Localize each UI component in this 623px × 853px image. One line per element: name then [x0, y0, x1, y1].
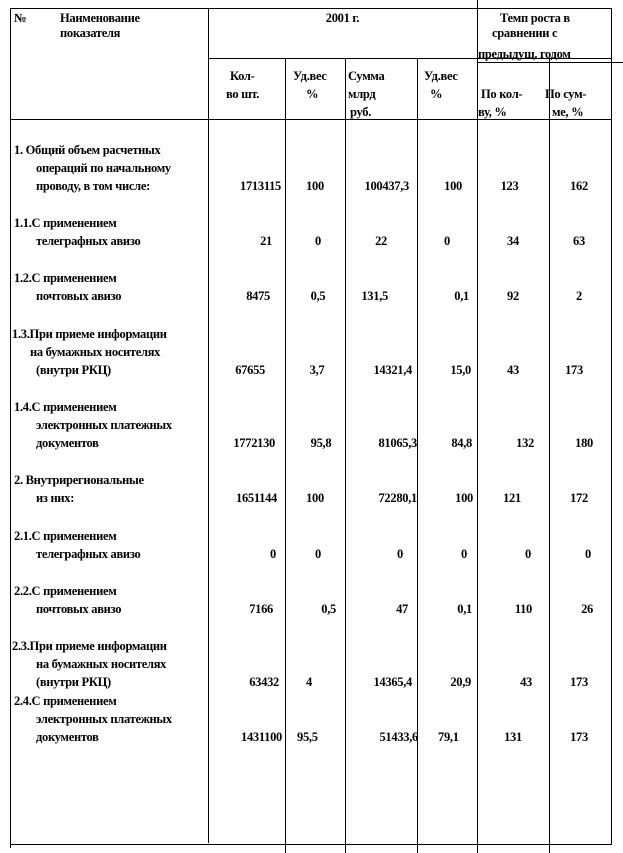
row-1-share2: 100 — [444, 179, 462, 193]
row-1-4-qty: 1772130 — [233, 436, 275, 450]
row-2-2-share2: 0,1 — [457, 602, 472, 616]
row-1-1-label-line2: телеграфных авизо — [36, 234, 141, 248]
row-1-2-growth-qty: 92 — [507, 289, 519, 303]
row-2-3-label-line2: на бумажных носителях — [36, 657, 167, 671]
header-name-line2: показателя — [60, 26, 121, 40]
row-1-growth-qty: 123 — [500, 179, 519, 193]
row-1-2-label-line2: почтовых авизо — [36, 289, 122, 303]
row-1-3-label-line2: на бумажных носителях — [30, 345, 161, 359]
header-growth-line3: предыдущ. годом — [478, 47, 571, 61]
row-1-2-growth-sum: 2 — [576, 289, 582, 303]
row-2-3-sum: 14365,4 — [373, 675, 412, 689]
header-top-border — [10, 8, 612, 9]
row-2-share2: 100 — [455, 491, 473, 505]
row-2-3-share2: 20,9 — [450, 675, 471, 689]
column-divider-qty — [285, 58, 286, 853]
row-1-2-share2: 0,1 — [454, 289, 469, 303]
header-sum-line1: Сумма — [348, 69, 385, 83]
row-1-3-share1: 3,7 — [309, 363, 325, 377]
header-growth-line2: сравнении с — [492, 26, 558, 40]
row-1-2-qty: 8475 — [246, 289, 270, 303]
row-1-3-label-line3: (внутри РКЦ) — [36, 363, 111, 377]
header-byqty-line2: ву, % — [478, 105, 507, 119]
header-sum-line2: млрд — [348, 87, 376, 101]
header-share2-line1: Уд.вес — [424, 69, 458, 83]
row-1-share1: 100 — [306, 179, 324, 193]
row-1-qty: 1713115 — [240, 179, 281, 193]
row-1-2-share1: 0,5 — [310, 289, 326, 303]
row-2-3-qty: 63432 — [249, 675, 279, 689]
row-2-2-label-line1: 2.2.С применением — [14, 584, 117, 598]
row-1-1-label-line1: 1.1.С применением — [14, 216, 117, 230]
row-1-4-label-line3: документов — [36, 436, 99, 450]
subheader-border-extension — [477, 62, 623, 63]
row-1-2-label-line1: 1.2.С применением — [14, 271, 117, 285]
row-2-2-sum: 47 — [396, 602, 408, 616]
row-1-label-line2: операций по начальному — [36, 161, 171, 175]
row-2-2-qty: 7166 — [249, 602, 273, 616]
row-2-sum: 72280,1 — [378, 491, 417, 505]
row-1-3-growth-qty: 43 — [507, 363, 519, 377]
row-2-1-growth-sum: 0 — [585, 547, 591, 561]
table-bottom-border — [10, 844, 612, 845]
row-1-1-share1: 0 — [315, 234, 321, 248]
header-name-line1: Наименование — [60, 11, 140, 25]
row-1-3-share2: 15,0 — [450, 363, 471, 377]
header-qty-line1: Кол- — [230, 69, 255, 83]
row-2-4-label-line1: 2.4.С применением — [14, 694, 117, 708]
column-divider-growth — [477, 0, 478, 853]
header-share1-line1: Уд.вес — [293, 69, 327, 83]
row-2-3-share1: 4 — [306, 675, 312, 689]
row-1-3-qty: 67655 — [235, 363, 265, 377]
row-1-3-sum: 14321,4 — [373, 363, 412, 377]
row-1-growth-sum: 162 — [570, 179, 588, 193]
header-growth-line1: Темп роста в — [500, 11, 570, 25]
row-2-3-growth-sum: 173 — [570, 675, 588, 689]
row-2-1-label-line1: 2.1.С применением — [14, 529, 117, 543]
row-2-2-label-line2: почтовых авизо — [36, 602, 122, 616]
header-share1-line2: % — [306, 87, 319, 101]
row-1-2-sum: 131,5 — [361, 289, 388, 303]
header-qty-line2: во шт. — [226, 87, 260, 101]
table-border-right — [611, 8, 612, 844]
row-2-4-sum: 51433,6 — [379, 730, 418, 744]
row-2-4-growth-sum: 173 — [570, 730, 588, 744]
header-share2-line2: % — [430, 87, 443, 101]
row-2-4-label-line2: электронных платежных — [36, 712, 172, 726]
row-2-1-share1: 0 — [315, 547, 321, 561]
header-bysum-line1: По сум- — [545, 87, 587, 101]
row-2-1-qty: 0 — [270, 547, 276, 561]
row-2-2-growth-qty: 110 — [514, 602, 532, 616]
row-1-4-growth-qty: 132 — [516, 436, 534, 450]
row-2-3-label-line1: 2.3.При приеме информации — [12, 639, 167, 653]
row-2-1-growth-qty: 0 — [525, 547, 531, 561]
row-2-4-label-line3: документов — [36, 730, 99, 744]
row-1-4-label-line1: 1.4.С применением — [14, 400, 117, 414]
row-1-1-growth-sum: 63 — [573, 234, 585, 248]
row-2-label-line1: 2. Внутрирегиональные — [14, 473, 144, 487]
header-number: № — [14, 11, 27, 25]
header-year: 2001 г. — [325, 11, 360, 25]
header-bottom-border — [10, 119, 612, 120]
row-2-3-label-line3: (внутри РКЦ) — [36, 675, 111, 689]
header-sum-line3: руб. — [350, 105, 372, 119]
row-1-4-share2: 84,8 — [451, 436, 472, 450]
row-1-4-growth-sum: 180 — [575, 436, 593, 450]
row-1-3-growth-sum: 173 — [565, 363, 583, 377]
row-2-4-share2: 79,1 — [438, 730, 459, 744]
row-2-growth-qty: 121 — [503, 491, 521, 505]
column-divider-year — [208, 8, 209, 843]
row-2-label-line2: из них: — [36, 491, 75, 505]
row-1-1-share2: 0 — [444, 234, 450, 248]
header-bysum-line2: ме, % — [552, 105, 584, 119]
table-border-left — [10, 8, 11, 848]
row-1-4-share1: 95,8 — [310, 436, 332, 450]
row-2-2-share1: 0,5 — [321, 602, 336, 616]
row-1-3-label-line1: 1.3.При приеме информации — [12, 327, 167, 341]
row-2-4-share1: 95,5 — [297, 730, 318, 744]
row-1-label-line3: проводу, в том числе: — [36, 179, 150, 193]
row-2-qty: 1651144 — [236, 491, 277, 505]
row-1-1-growth-qty: 34 — [507, 234, 519, 248]
row-1-1-qty: 21 — [260, 234, 272, 248]
row-2-4-qty: 1431100 — [241, 730, 282, 744]
row-2-1-share2: 0 — [461, 547, 467, 561]
row-1-1-sum: 22 — [375, 234, 387, 248]
row-2-1-label-line2: телеграфных авизо — [36, 547, 141, 561]
row-2-4-growth-qty: 131 — [504, 730, 522, 744]
row-1-4-sum: 81065,3 — [378, 436, 417, 450]
row-2-3-growth-qty: 43 — [520, 675, 532, 689]
row-2-1-sum: 0 — [397, 547, 403, 561]
header-byqty-line1: По кол- — [481, 87, 523, 101]
row-2-2-growth-sum: 26 — [581, 602, 593, 616]
row-1-sum: 100437,3 — [364, 179, 409, 193]
row-1-4-label-line2: электронных платежных — [36, 418, 172, 432]
row-2-growth-sum: 172 — [570, 491, 588, 505]
row-2-share1: 100 — [306, 491, 324, 505]
row-1-label-line1: 1. Общий объем расчетных — [14, 143, 161, 157]
